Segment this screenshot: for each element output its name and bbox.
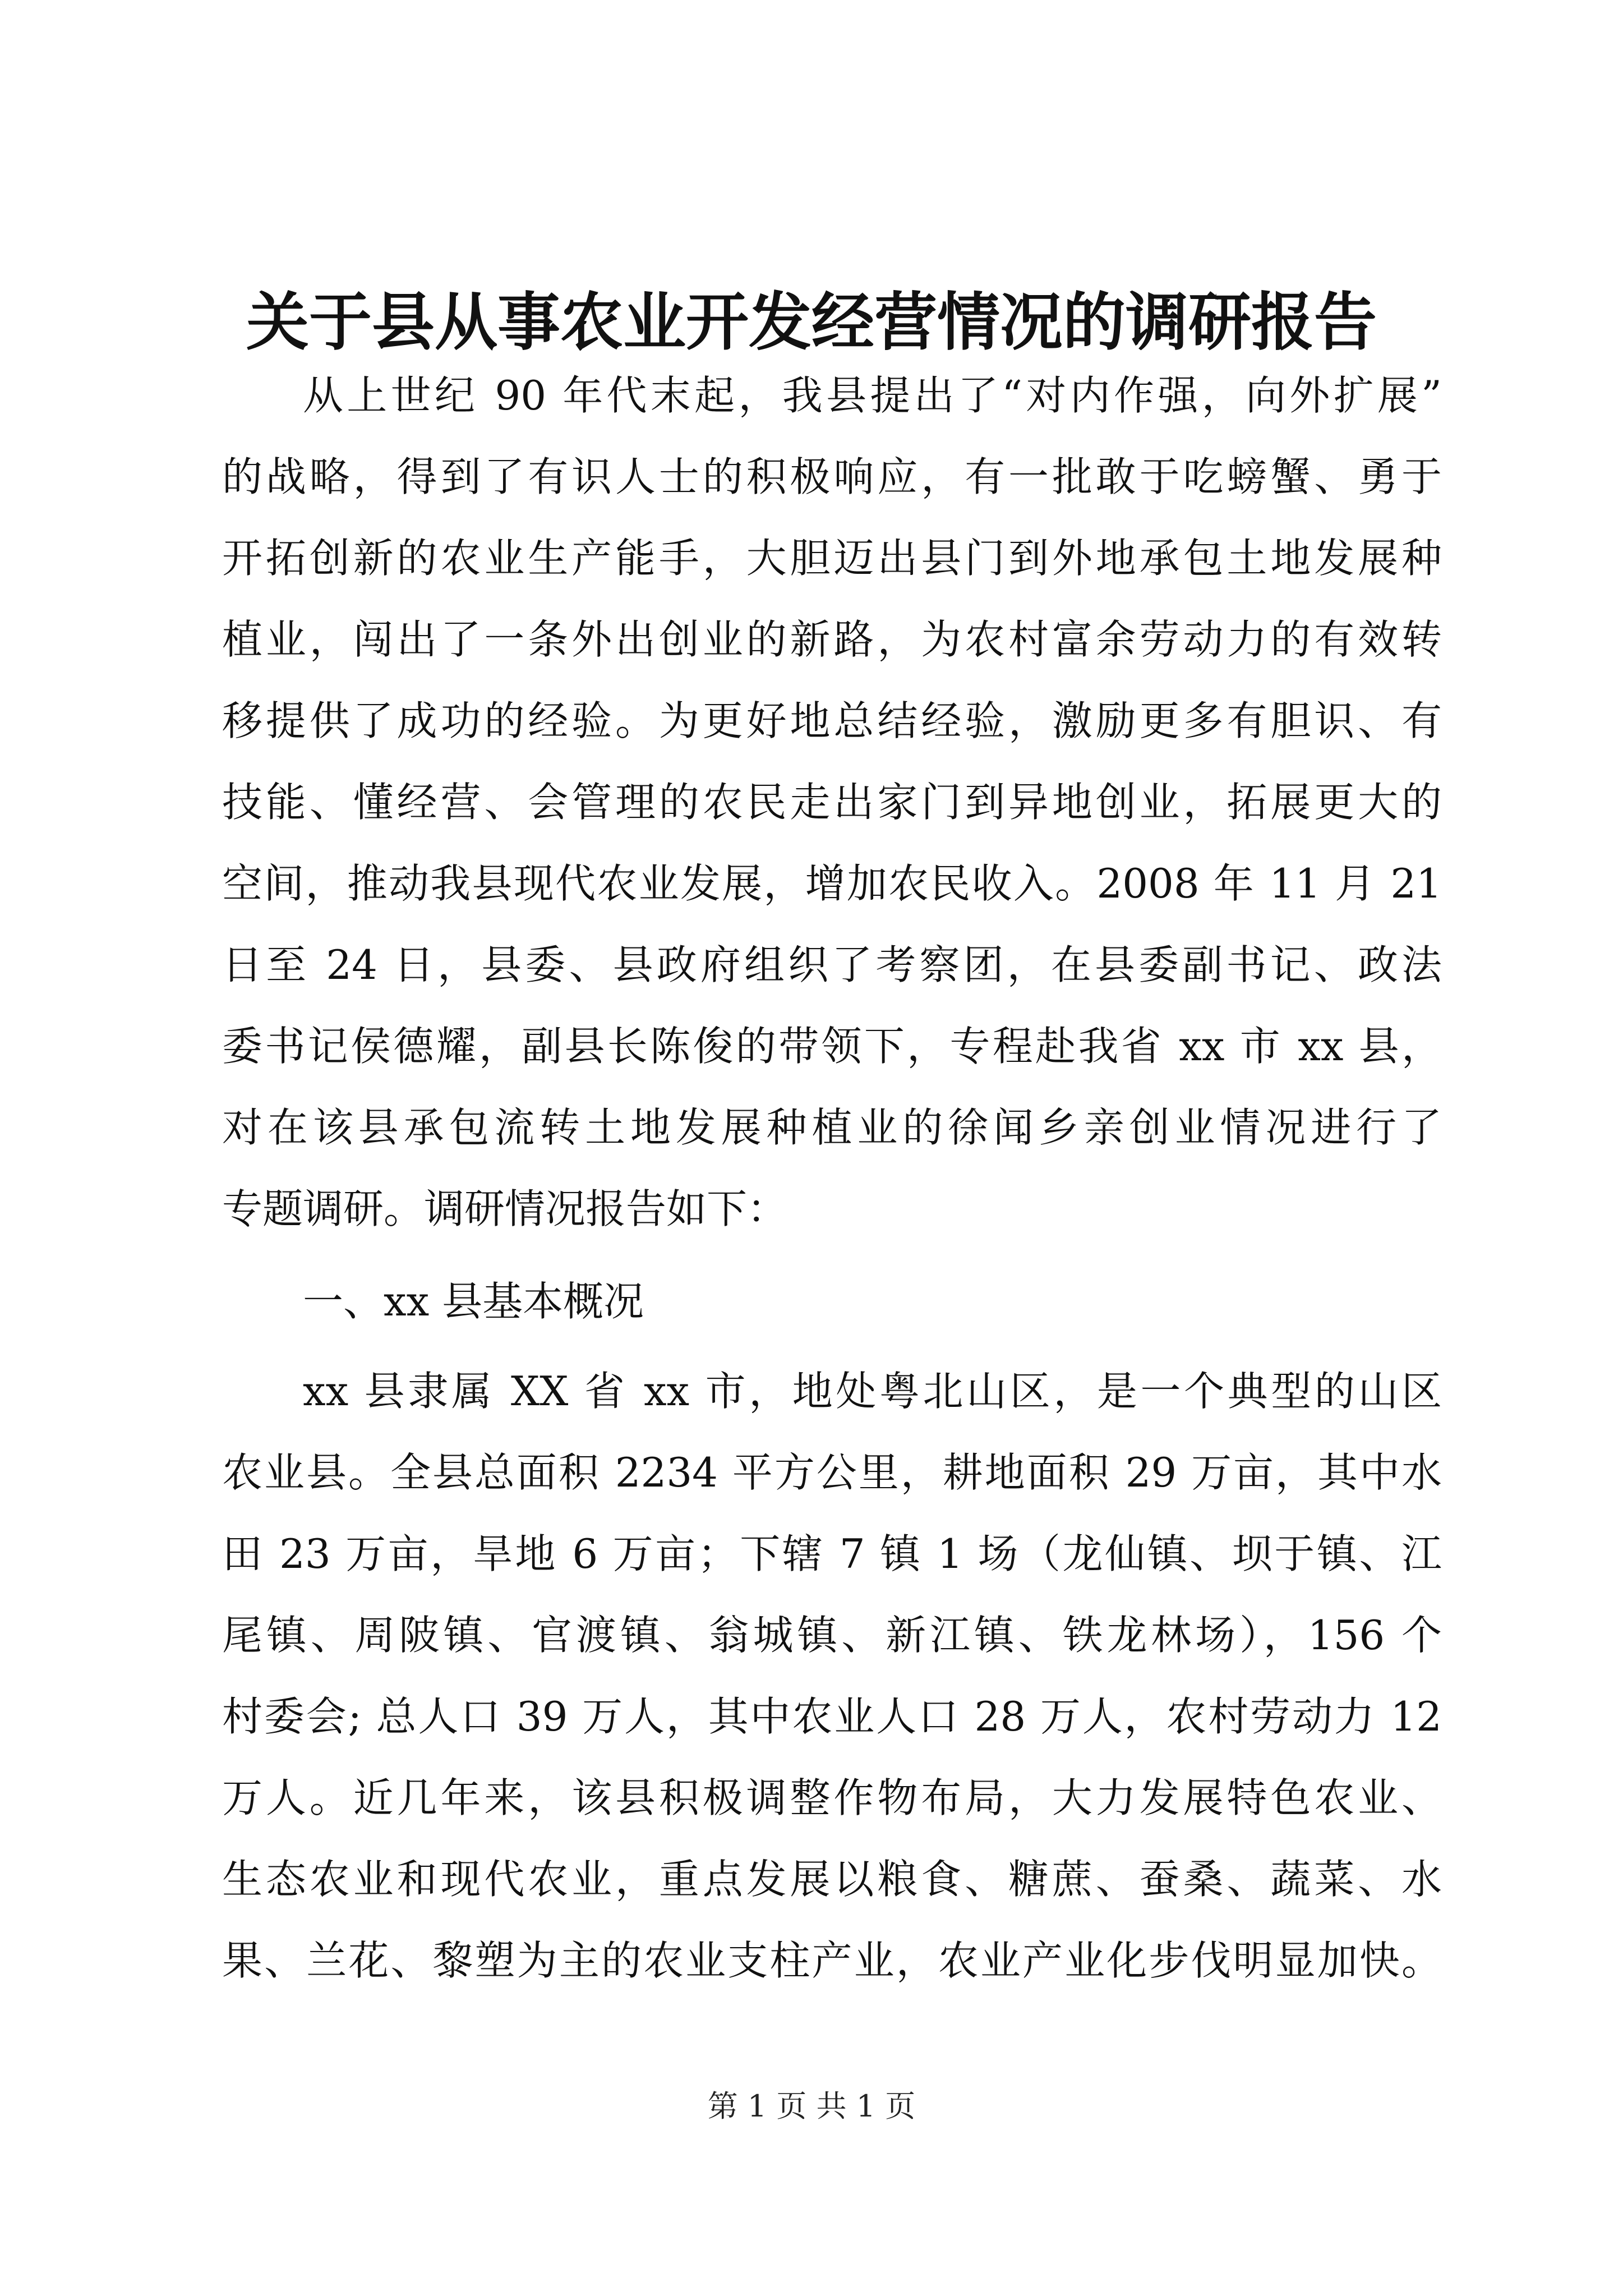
document-title: 关于县从事农业开发经营情况的调研报告: [246, 286, 1377, 359]
paragraph-line: 植业，闯出了一条外出创业的新路，为农村富余劳动力的有效转: [222, 616, 1442, 663]
paragraph-line: 村委会; 总人口 39 万人，其中农业人口 28 万人，农村劳动力 12: [222, 1693, 1442, 1740]
paragraph-line: 农业县。全县总面积 2234 平方公里，耕地面积 29 万亩，其中水: [222, 1449, 1442, 1496]
section-heading: 一、xx 县基本概况: [303, 1278, 644, 1325]
paragraph-line: 空间，推动我县现代农业发展，增加农民收入。2008 年 11 月 21: [222, 860, 1442, 907]
paragraph-line: 对在该县承包流转土地发展种植业的徐闻乡亲创业情况进行了: [222, 1104, 1442, 1151]
paragraph-line: 万人。近几年来，该县积极调整作物布局，大力发展特色农业、: [222, 1774, 1442, 1821]
paragraph-line: 田 23 万亩，旱地 6 万亩；下辖 7 镇 1 场（龙仙镇、坝于镇、江: [222, 1530, 1442, 1577]
paragraph-line: xx 县隶属 XX 省 xx 市，地处粤北山区，是一个典型的山区: [303, 1368, 1442, 1415]
paragraph-line: 从上世纪 90 年代末起，我县提出了“对内作强，向外扩展”: [303, 372, 1442, 419]
paragraph-line: 日至 24 日，县委、县政府组织了考察团，在县委副书记、政法: [222, 941, 1442, 988]
paragraph-line: 尾镇、周陂镇、官渡镇、翁城镇、新江镇、铁龙林场），156 个: [222, 1612, 1442, 1659]
page-number: 第 1 页 共 1 页: [707, 2088, 916, 2124]
paragraph-line: 开拓创新的农业生产能手，大胆迈出县门到外地承包土地发展种: [222, 535, 1442, 582]
paragraph-line: 技能、懂经营、会管理的农民走出家门到异地创业，拓展更大的: [222, 779, 1442, 826]
paragraph-line: 生态农业和现代农业，重点发展以粮食、糖蔗、蚕桑、蔬菜、水: [222, 1856, 1442, 1903]
paragraph-line: 委书记侯德耀，副县长陈俊的带领下，专程赴我省 xx 市 xx 县，: [222, 1023, 1442, 1070]
paragraph-line: 的战略，得到了有识人士的积极响应，有一批敢于吃螃蟹、勇于: [222, 453, 1442, 500]
paragraph-line: 移提供了成功的经验。为更好地总结经验，激励更多有胆识、有: [222, 697, 1442, 744]
paragraph-line: 果、兰花、黎塑为主的农业支柱产业，农业产业化步伐明显加快。: [222, 1937, 1442, 1984]
paragraph-line: 专题调研。调研情况报告如下：: [222, 1185, 788, 1232]
